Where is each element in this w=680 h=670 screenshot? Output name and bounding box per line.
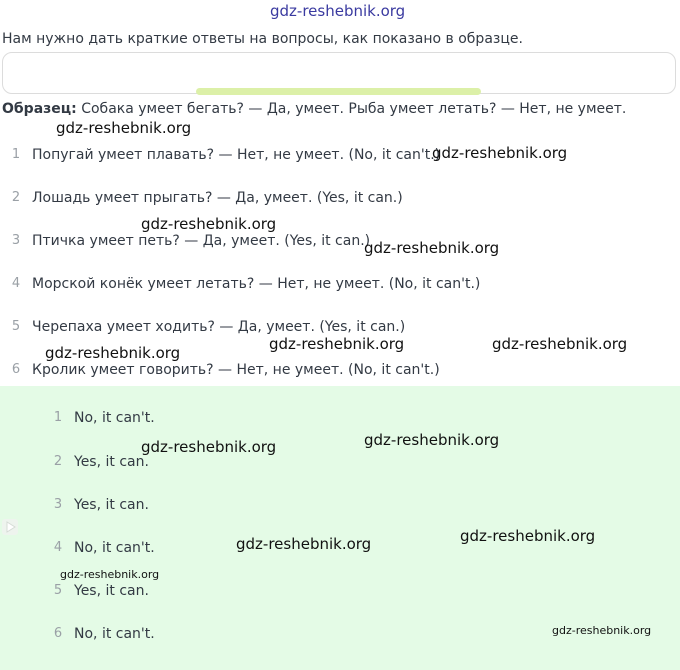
question-number: 6 bbox=[11, 362, 21, 377]
question-text: Черепаха умеет ходить? — Да, умеет. (Yes, it can.) bbox=[32, 319, 406, 335]
answer-text: Yes, it can. bbox=[74, 454, 149, 470]
answer-number: 3 bbox=[53, 497, 63, 512]
question-number: 1 bbox=[11, 147, 21, 162]
question-number: 2 bbox=[11, 190, 21, 205]
input-highlight-bar bbox=[196, 88, 481, 95]
question-text: Морской конёк умеет летать? — Нет, не умеет. (No, it can't.) bbox=[32, 276, 481, 292]
watermark: gdz-reshebnik.org bbox=[236, 535, 372, 553]
answer-number: 6 bbox=[53, 626, 63, 641]
answer-number: 4 bbox=[53, 540, 63, 555]
watermark: gdz-reshebnik.org bbox=[270, 2, 406, 20]
question-number: 4 bbox=[11, 276, 21, 291]
watermark: gdz-reshebnik.org bbox=[60, 568, 160, 581]
example-text: Собака умеет бегать? — Да, умеет. Рыба умеет летать? — Нет, не умеет. bbox=[81, 101, 627, 117]
answer-number: 1 bbox=[53, 410, 63, 425]
question-number: 5 bbox=[11, 319, 21, 334]
example-line bbox=[2, 101, 626, 117]
watermark: gdz-reshebnik.org bbox=[460, 527, 596, 545]
answer-number: 2 bbox=[53, 454, 63, 469]
question-text: Лошадь умеет прыгать? — Да, умеет. (Yes, it can.) bbox=[32, 190, 403, 206]
question-text: Птичка умеет петь? — Да, умеет. (Yes, it can.) bbox=[32, 233, 371, 249]
answer-text: No, it can't. bbox=[74, 626, 155, 642]
watermark: gdz-reshebnik.org bbox=[56, 119, 192, 137]
answer-number: 5 bbox=[53, 583, 63, 598]
watermark: gdz-reshebnik.org bbox=[492, 335, 628, 353]
watermark: gdz-reshebnik.org bbox=[364, 431, 500, 449]
question-text: Кролик умеет говорить? — Нет, не умеет. (No, it can't.) bbox=[32, 362, 440, 378]
answer-text: Yes, it can. bbox=[74, 583, 149, 599]
instruction-text: Нам нужно дать краткие ответы на вопросы, как показано в образце. bbox=[2, 31, 523, 47]
answer-text: Yes, it can. bbox=[74, 497, 149, 513]
watermark: gdz-reshebnik.org bbox=[269, 335, 405, 353]
question-number: 3 bbox=[11, 233, 21, 248]
watermark: gdz-reshebnik.org bbox=[141, 215, 277, 233]
answer-text: No, it can't. bbox=[74, 540, 155, 556]
watermark: gdz-reshebnik.org bbox=[552, 624, 652, 637]
watermark: gdz-reshebnik.org bbox=[364, 239, 500, 257]
example-label: Образец: bbox=[2, 101, 77, 117]
answer-text: No, it can't. bbox=[74, 410, 155, 426]
watermark: gdz-reshebnik.org bbox=[141, 438, 277, 456]
play-icon[interactable] bbox=[2, 519, 18, 535]
question-text: Попугай умеет плавать? — Нет, не умеет. (No, it can't.) bbox=[32, 147, 441, 163]
watermark: gdz-reshebnik.org bbox=[432, 144, 568, 162]
watermark: gdz-reshebnik.org bbox=[45, 344, 181, 362]
